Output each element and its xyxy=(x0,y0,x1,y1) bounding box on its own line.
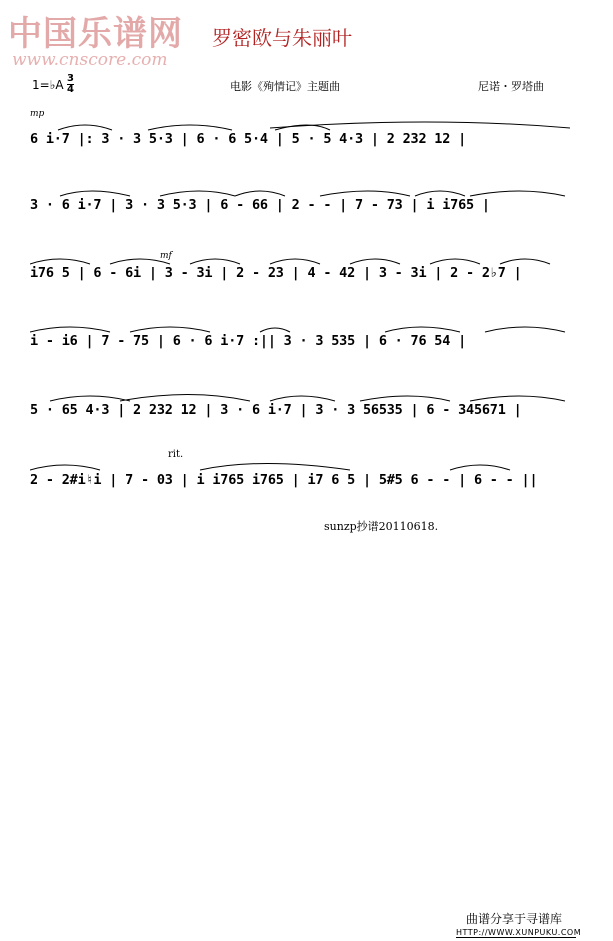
slur-marks xyxy=(30,320,570,334)
notation-line-1: 6 i·7 |: 3 · 3 5·3 | 6 · 6 5·4 | 5 · 5 4·3 | 2 232 12 | xyxy=(30,131,467,147)
transcriber-credit: sunzp抄谱20110618. xyxy=(324,520,439,533)
tempo-marking-rit: rit. xyxy=(168,449,184,460)
slur-marks xyxy=(30,252,570,266)
composer: 尼诺・罗塔曲 xyxy=(478,80,544,93)
notation-line-2: 3 · 6 i·7 | 3 · 3 5·3 | 6 - 66 | 2 - - | 7 - 73 | i i765 | xyxy=(30,197,490,213)
watermark-url: www.cnscore.com xyxy=(12,50,168,70)
footer-share-url[interactable]: HTTP://WWW.XUNPUKU.COM xyxy=(456,928,582,937)
slur-marks xyxy=(30,458,570,472)
time-signature-bottom: 4 xyxy=(67,84,74,95)
slur-marks xyxy=(30,389,570,403)
slur-marks xyxy=(30,184,570,198)
time-signature-top: 3 xyxy=(67,73,74,84)
watermark-site-name: 中国乐谱网 xyxy=(8,14,183,54)
notation-line-6: 2 - 2#i♮i | 7 - 03 | i i765 i765 | i7 6 5 | 5#5 6 - - | 6 - - || xyxy=(30,472,538,488)
time-signature xyxy=(67,74,74,95)
dynamic-mp: mp xyxy=(30,109,45,119)
footer-divider xyxy=(456,937,576,938)
score-title: 罗密欧与朱丽叶 xyxy=(212,26,352,50)
slur-marks xyxy=(30,118,570,132)
footer-share-text: 曲谱分享于寻谱库 xyxy=(466,912,563,926)
notation-line-4: i - i6 | 7 - 75 | 6 · 6 i·7 :|| 3 · 3 535 | 6 · 76 54 | xyxy=(30,333,467,349)
notation-line-5: 5 · 65 4·3 | 2 232 12 | 3 · 6 i·7 | 3 · 3 56535 | 6 - 345671 | xyxy=(30,402,522,418)
score-subtitle: 电影《殉情记》主题曲 xyxy=(230,80,340,93)
key-signature: 1=♭A xyxy=(32,78,64,92)
notation-line-3: i76 5 | 6 - 6i | 3 - 3i | 2 - 23 | 4 - 42 | 3 - 3i | 2 - 2♭7 | xyxy=(30,265,522,281)
dynamic-mf: mf xyxy=(160,251,172,261)
